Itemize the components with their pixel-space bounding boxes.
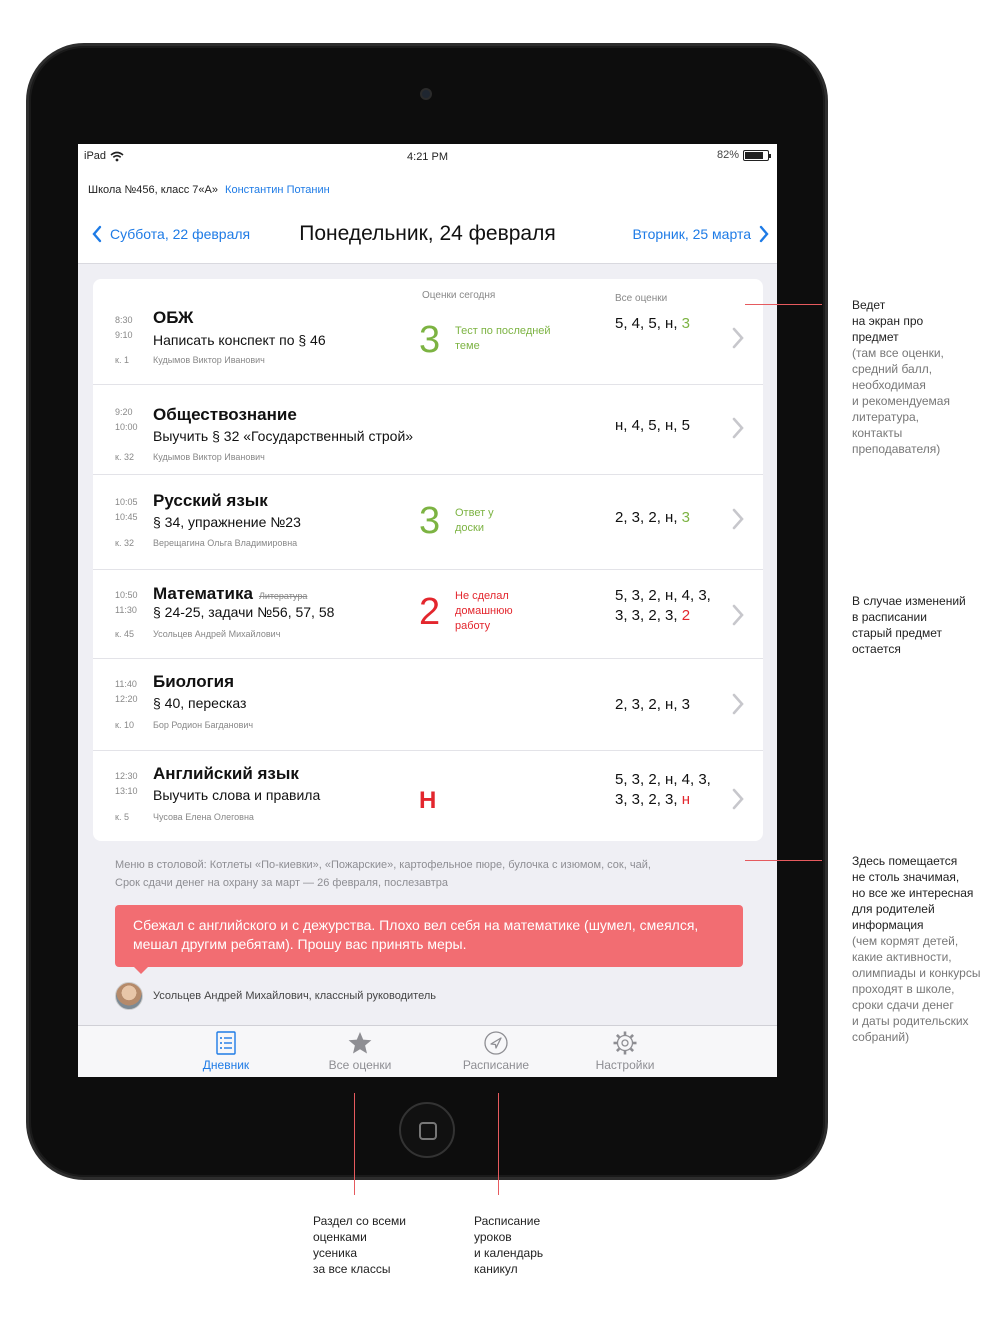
latest-grade: 2 — [681, 607, 691, 624]
annotation-line-4 — [354, 1093, 355, 1195]
latest-grade: н — [681, 791, 691, 808]
subject-name: Русский язык — [153, 491, 268, 510]
annotation-all-grades — [313, 1213, 406, 1277]
lesson-end-time: 11:30 — [115, 605, 137, 615]
tab-diary[interactable] — [161, 1030, 291, 1072]
lesson-subject — [153, 672, 234, 692]
lesson-start-time: 9:20 — [115, 407, 133, 417]
annotation-2-text: В случае изменений в расписании старый предмет остается — [852, 594, 966, 656]
tab-schedule-label: Расписание — [462, 1058, 530, 1072]
message-author — [115, 982, 436, 1010]
lesson-end-time: 12:20 — [115, 694, 138, 704]
lesson-homework: Написать конспект по § 46 — [153, 332, 326, 348]
latest-grade: 3 — [681, 509, 690, 526]
lesson-row[interactable] — [93, 569, 763, 658]
lesson-teacher: Верещагина Ольга Владимировна — [153, 538, 298, 548]
status-bar — [78, 144, 777, 170]
lesson-times — [115, 405, 138, 435]
tab-schedule[interactable] — [431, 1030, 561, 1072]
chevron-right-icon — [729, 788, 747, 810]
school-bar — [78, 170, 777, 212]
status-time: 4:21 PM — [407, 151, 448, 163]
lesson-teacher: Усольцев Андрей Михайлович — [153, 629, 281, 639]
old-subject-tag: Литература — [258, 591, 308, 601]
info-payment: Срок сдачи денег на охрану за март — 26 февраля, послезавтра — [115, 877, 449, 889]
chevron-right-icon — [729, 327, 747, 349]
lesson-row[interactable] — [93, 279, 763, 384]
today-grade: 3 — [419, 500, 441, 542]
lesson-end-time: 10:00 — [115, 422, 138, 432]
lesson-times — [115, 769, 138, 799]
lesson-room: к. 5 — [115, 812, 129, 822]
chevron-right-icon — [759, 225, 769, 243]
star-icon — [347, 1030, 373, 1056]
lesson-subject — [153, 764, 299, 784]
lesson-room: к. 1 — [115, 355, 129, 365]
annotation-3-sub: (чем кормят детей, какие активности, олимпиады и конкурсы проходят в школе, сроки сдачи денег и даты родительских собраний) — [852, 934, 981, 1044]
battery-fill — [745, 152, 763, 159]
latest-grade: 3 — [681, 315, 690, 332]
grades-list: 5, 3, 2, н, 4, 3, 3, 3, 2, 3, — [615, 587, 711, 624]
lesson-times — [115, 313, 133, 343]
annotation-5-text: Расписание уроков и календарь каникул — [474, 1214, 544, 1276]
lesson-end-time: 10:45 — [115, 512, 138, 522]
subject-name: ОБЖ — [153, 308, 194, 327]
grade-note: Ответ у доски — [455, 507, 494, 534]
lesson-start-time: 11:40 — [115, 679, 137, 689]
tab-diary-label: Дневник — [202, 1058, 250, 1072]
device-name: iPad — [84, 150, 107, 162]
lesson-teacher: Кудымов Виктор Иванович — [153, 452, 265, 462]
annotation-line-3 — [745, 860, 822, 861]
lesson-homework: § 40, пересказ — [153, 695, 247, 711]
grades-list: 5, 3, 2, н, 4, 3, 3, 3, 2, 3, — [615, 771, 711, 808]
school-name: Школа №456, класс 7«А» — [88, 184, 218, 196]
lesson-row[interactable] — [93, 658, 763, 750]
tab-all-grades-label: Все оценки — [328, 1058, 392, 1072]
author-name: Усольцев Андрей Михайлович, классный руководитель — [153, 990, 436, 1002]
camera-icon — [420, 88, 432, 100]
lesson-teacher: Чусова Елена Олеговна — [153, 812, 254, 822]
annotation-3-title: Здесь помещается не столь значимая, но все же интересная для родителей информация — [852, 854, 974, 932]
lesson-room: к. 10 — [115, 720, 134, 730]
lesson-room: к. 32 — [115, 538, 134, 548]
lesson-subject — [153, 584, 307, 604]
lesson-start-time: 8:30 — [115, 315, 133, 325]
lesson-start-time: 10:05 — [115, 497, 138, 507]
location-arrow-icon — [483, 1030, 509, 1056]
lesson-room: к. 32 — [115, 452, 134, 462]
all-grades — [615, 416, 725, 436]
all-grades — [615, 770, 725, 810]
list-icon — [213, 1030, 239, 1056]
lesson-times — [115, 677, 138, 707]
annotation-schedule-changes — [852, 593, 966, 657]
avatar — [115, 982, 143, 1010]
lesson-end-time: 13:10 — [115, 786, 138, 796]
lessons-card — [93, 279, 763, 841]
all-grades — [615, 695, 725, 715]
tab-all-grades[interactable] — [295, 1030, 425, 1072]
annotation-subject-screen — [852, 297, 950, 457]
today-grade: 2 — [419, 591, 441, 633]
lesson-subject — [153, 405, 297, 425]
all-grades — [615, 314, 725, 334]
today-grade: 3 — [419, 319, 441, 361]
subject-name: Английский язык — [153, 764, 299, 783]
grade-note: Не сделал домашнюю работу — [455, 590, 513, 632]
lesson-homework: Выучить § 32 «Государственный строй» — [153, 428, 414, 444]
lesson-teacher: Бор Родион Багданович — [153, 720, 254, 730]
annotation-1-title: Ведет на экран про предмет — [852, 298, 924, 344]
lesson-homework: § 24-25, задачи №56, 57, 58 — [153, 604, 335, 620]
teacher-message: Сбежал с английского и с дежурства. Плохо вел себя на математике (шумел, смеялся, мешал другим ребятам). Прошу вас принять меры. — [115, 905, 743, 967]
tab-bar — [78, 1025, 777, 1077]
home-square-icon — [419, 1122, 437, 1140]
grades-list: 5, 4, 5, н, — [615, 315, 682, 332]
all-grades-header: Все оценки — [615, 293, 668, 304]
message-tail — [133, 966, 149, 974]
grades-list: н, 4, 5, н, 5 — [615, 417, 690, 434]
lesson-end-time: 9:10 — [115, 330, 133, 340]
chevron-right-icon — [729, 604, 747, 626]
prev-day-label: Суббота, 22 февраля — [110, 226, 251, 242]
annotation-1-sub: (там все оценки, средний балл, необходимая и рекомендуемая литература, контакты преподавателя) — [852, 346, 950, 456]
chevron-right-icon — [729, 693, 747, 715]
home-button[interactable] — [399, 1102, 455, 1158]
annotation-schedule — [474, 1213, 543, 1277]
today-grades-header: Оценки сегодня — [422, 290, 496, 301]
lesson-start-time: 10:50 — [115, 590, 138, 600]
lesson-homework: Выучить слова и правила — [153, 787, 321, 803]
grades-list: 2, 3, 2, н, 3 — [615, 696, 690, 713]
chevron-right-icon — [729, 508, 747, 530]
lesson-homework: § 34, упражнение №23 — [153, 514, 301, 530]
lesson-start-time: 12:30 — [115, 771, 138, 781]
lesson-row[interactable] — [93, 384, 763, 474]
gear-icon — [612, 1030, 638, 1056]
subject-name: Обществознание — [153, 405, 297, 424]
status-right — [717, 149, 769, 161]
annotation-info — [852, 853, 980, 1045]
next-day-button[interactable] — [632, 225, 769, 243]
annotation-line-1 — [745, 304, 822, 305]
subject-name: Биология — [153, 672, 235, 691]
all-grades — [615, 508, 725, 528]
battery-icon — [743, 150, 769, 161]
lesson-room: к. 45 — [115, 629, 134, 639]
info-block — [115, 856, 745, 892]
today-grade: Н — [419, 787, 437, 814]
lesson-subject — [153, 491, 268, 511]
app-screen — [78, 144, 777, 1077]
chevron-right-icon — [729, 417, 747, 439]
lesson-teacher: Кудымов Виктор Иванович — [153, 355, 265, 365]
lesson-row[interactable] — [93, 474, 763, 569]
grade-note: Тест по последней теме — [455, 325, 551, 352]
grades-list: 2, 3, 2, н, — [615, 509, 682, 526]
info-menu: Меню в столовой: Котлеты «По-киевки», «Пожарские», картофельное пюре, булочка с изюмом, сок, чай, — [115, 859, 651, 871]
tab-settings-label: Настройки — [595, 1058, 655, 1072]
annotation-4-text: Раздел со всеми оценками усеника за все классы — [313, 1214, 407, 1276]
next-day-label: Вторник, 25 марта — [632, 226, 751, 242]
date-nav — [78, 212, 777, 264]
lesson-subject — [153, 308, 193, 328]
battery-percent: 82% — [716, 149, 739, 161]
subject-name: Математика — [153, 584, 253, 603]
teacher-link[interactable]: Константин Потанин — [225, 184, 330, 196]
page-title: Понедельник, 24 февраля — [299, 222, 556, 245]
annotation-line-5 — [498, 1093, 499, 1195]
all-grades — [615, 586, 725, 626]
tab-settings[interactable] — [560, 1030, 690, 1072]
lesson-row[interactable] — [93, 750, 763, 841]
lesson-times — [115, 588, 138, 618]
lesson-times — [115, 495, 138, 525]
